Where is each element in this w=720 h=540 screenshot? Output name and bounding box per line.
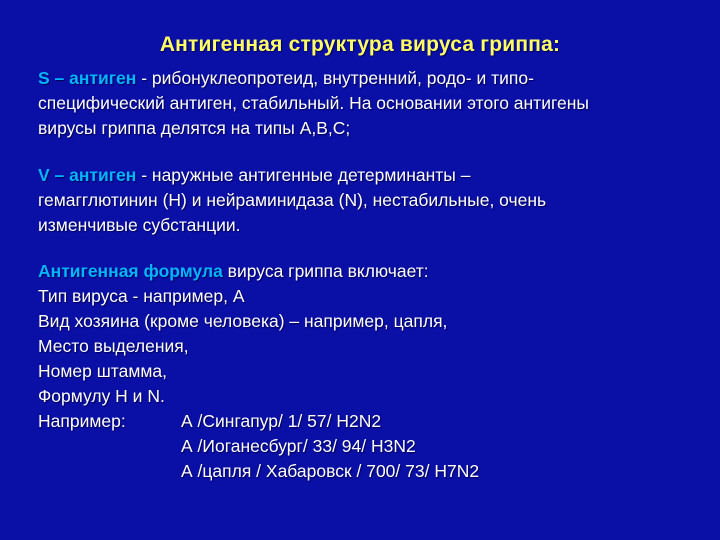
formula-item: Формулу H и N. xyxy=(38,386,165,406)
formula-item: Номер штамма, xyxy=(38,361,167,381)
formula-item: Тип вируса - например, А xyxy=(38,286,245,306)
example-formula: А /цапля / Хабаровск / 700/ 73/ H7N2 xyxy=(181,461,480,481)
s-antigen-paragraph xyxy=(38,66,698,141)
formula-intro: вируса гриппа включает: xyxy=(222,261,429,281)
v-antigen-text-1: - наружные антигенные детерминанты – xyxy=(136,165,471,185)
formula-item: Место выделения, xyxy=(38,336,189,356)
example-formula: А /Иоганесбург/ 33/ 94/ H3N2 xyxy=(181,436,416,456)
example-label: Например: xyxy=(38,411,126,431)
s-antigen-text-2: специфический антиген, стабильный. На основании этого антигены xyxy=(38,93,589,113)
formula-item: Вид хозяина (кроме человека) – например, цапля, xyxy=(38,311,448,331)
s-antigen-text-1: - рибонуклеопротеид, внутренний, родо- и типо- xyxy=(136,68,534,88)
s-antigen-term: S – антиген xyxy=(38,68,137,88)
slide-title: Антигенная структура вируса гриппа: xyxy=(159,33,561,56)
formula-paragraph xyxy=(38,259,698,484)
example-formula: А /Сингапур/ 1/ 57/ H2N2 xyxy=(181,411,382,431)
v-antigen-text-3: изменчивые субстанции. xyxy=(38,215,241,235)
v-antigen-term: V – антиген xyxy=(38,165,137,185)
s-antigen-text-3: вирусы гриппа делятся на типы А,В,С; xyxy=(38,118,351,138)
v-antigen-text-2: гемагглютинин (Н) и нейраминидаза (N), нестабильные, очень xyxy=(38,190,547,210)
formula-term: Антигенная формула xyxy=(38,261,223,281)
v-antigen-paragraph xyxy=(38,163,698,238)
